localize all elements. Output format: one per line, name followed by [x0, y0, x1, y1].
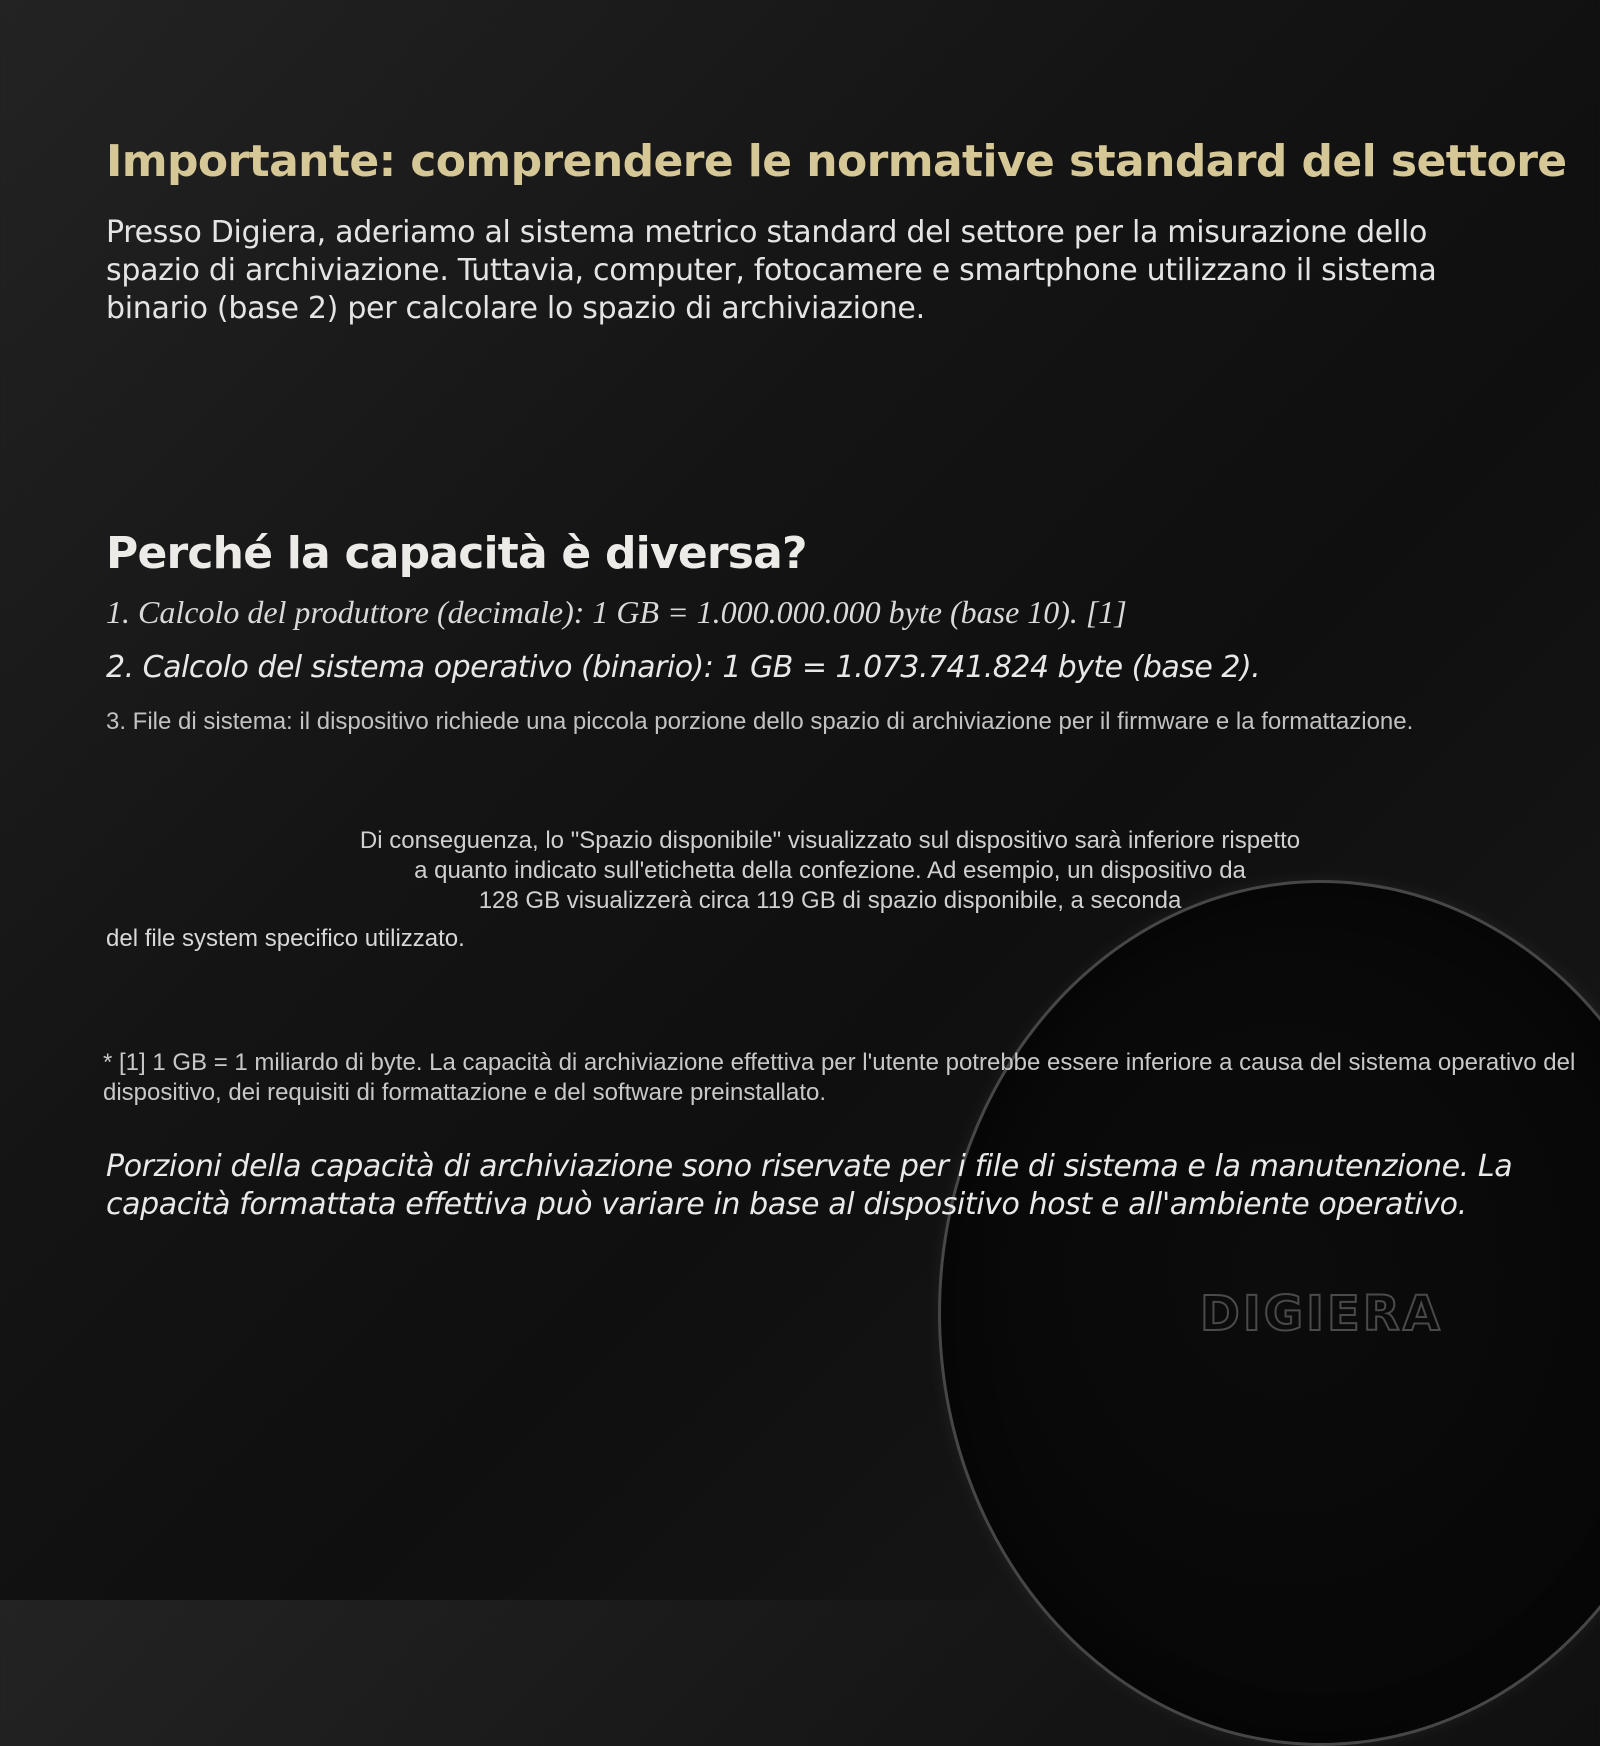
consequence-line: 128 GB visualizzerà circa 119 GB di spazio disponibile, a seconda: [478, 887, 1182, 914]
consequence-line: a quanto indicato sull'etichetta della confezione. Ad esempio, un dispositivo da: [414, 857, 1246, 884]
page-title: Importante: comprendere le normative standard del settore: [106, 136, 1567, 187]
footnote: * [1] 1 GB = 1 miliardo di byte. La capacità di archiviazione effettiva per l'utente potrebbe essere inferiore a causa del sistema operativo del dispositivo, dei requisiti di formattazione e del software preinstallato.: [103, 1049, 1576, 1106]
point-system-files: 3. File di sistema: il dispositivo richiede una piccola porzione dello spazio di archiviazione per il firmware e la formattazione.: [106, 708, 1414, 735]
section-heading: Perché la capacità è diversa?: [106, 528, 807, 579]
consequence-line: Di conseguenza, lo "Spazio disponibile" visualizzato sul dispositivo sarà inferiore rispetto: [359, 827, 1301, 854]
brand-logo: DIGIERA: [1200, 1286, 1443, 1342]
point-decimal: 1. Calcolo del produttore (decimale): 1 GB = 1.000.000.000 byte (base 10). [1]: [106, 594, 1127, 630]
point-binary: 2. Calcolo del sistema operativo (binario): 1 GB = 1.073.741.824 byte (base 2).: [106, 650, 1261, 685]
intro-paragraph: Presso Digiera, aderiamo al sistema metrico standard del settore per la misurazione dello spazio di archiviazione. Tuttavia, computer, fotocamere e smartphone utilizzano il sistema binario (base 2) per calcolare lo spazio di archiviazione.: [106, 215, 1437, 326]
closing-note: Porzioni della capacità di archiviazione sono riservate per i file di sistema e la manutenzione. La capacità formattata effettiva può variare in base al dispositivo host e all'ambiente operativo.: [106, 1149, 1513, 1222]
consequence-paragraph: [106, 826, 1554, 916]
consequence-last-line: del file system specifico utilizzato.: [106, 925, 465, 952]
